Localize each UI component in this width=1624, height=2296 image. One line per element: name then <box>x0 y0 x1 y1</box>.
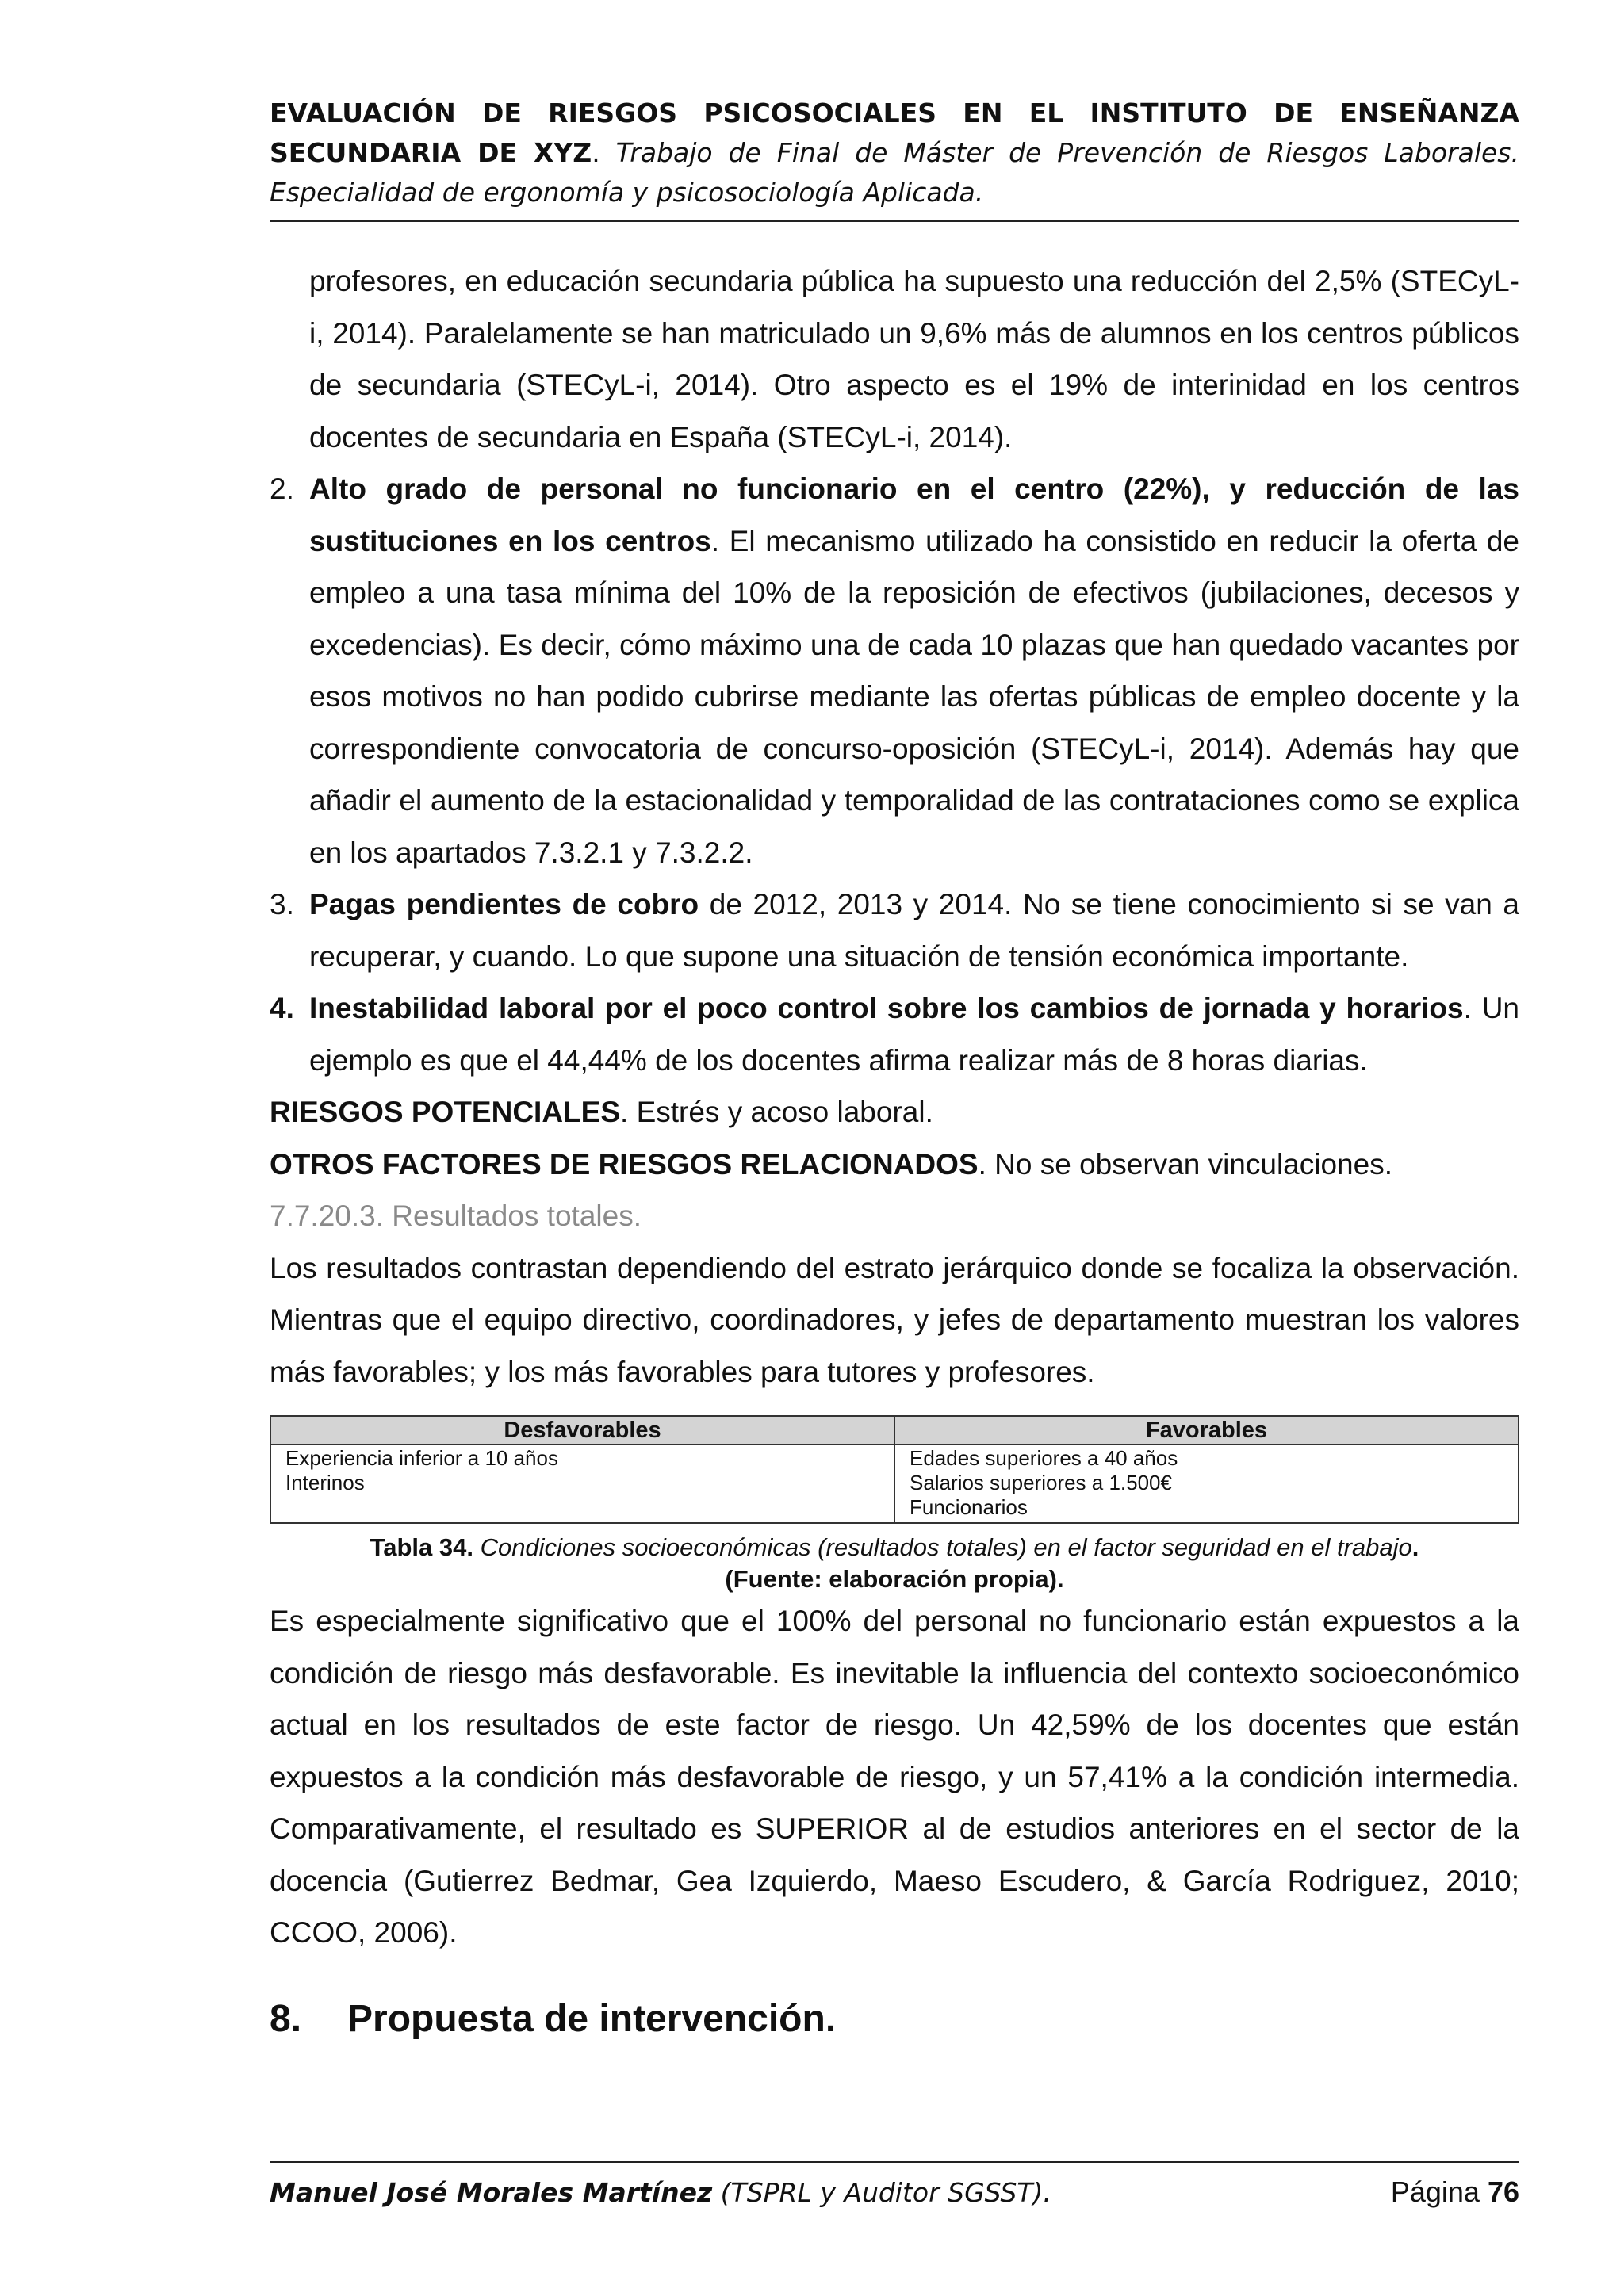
list-item <box>270 982 1519 1086</box>
results-table <box>270 1415 1519 1524</box>
table-cell-line: Experiencia inferior a 10 años <box>285 1446 558 1470</box>
page-footer <box>270 2161 1519 2214</box>
header-title: EVALUACIÓN DE RIESGOS PSICOSOCIALES EN EL INSTITUTO DE ENSEÑANZA SECUNDARIA DE XYZ <box>270 98 1519 168</box>
caption-text: Condiciones socioeconómicas (resultados totales) en el factor seguridad en el trabajo <box>473 1533 1412 1561</box>
list-item-number: 3. <box>270 888 294 920</box>
caption-label: Tabla 34. <box>370 1533 473 1561</box>
list-item-text: de 2012, 2013 y 2014. No se tiene conocimiento si se van a recuperar, y cuando. Lo que supone una situación de tensión económica importante. <box>309 888 1519 973</box>
header-separator: . <box>592 137 616 168</box>
list-item-number: 4. <box>270 992 294 1024</box>
page-number: 76 <box>1487 2175 1519 2208</box>
table-cell-line: Salarios superiores a 1.500€ <box>910 1471 1172 1494</box>
intro-paragraph: profesores, en educación secundaria pública ha supuesto una reducción del 2,5% (STECyL-i, 2014). Paralelamente se han matriculado un 9,6% más de alumnos en los centros públicos de secundaria (STECyL-i, 2014). Otro aspecto es el 19% de interinidad en los centros docentes de secundaria en España (STECyL-i, 2014). <box>309 265 1519 453</box>
table-cell-line: Funcionarios <box>910 1495 1028 1519</box>
riesgos-potenciales <box>270 1086 1519 1138</box>
table-row <box>270 1445 1519 1523</box>
results-table-wrapper <box>270 1415 1519 1524</box>
caption-source: (Fuente: elaboración propia). <box>725 1565 1064 1593</box>
list-item-title: Pagas pendientes de cobro <box>309 888 699 920</box>
list-item-title: Alto grado de personal no funcionario en el centro (22%), y reducción de las sustituciones en los centros <box>309 473 1519 557</box>
caption-end: . <box>1411 1533 1419 1561</box>
list-item-title: Inestabilidad laboral por el poco control sobre los cambios de jornada y horarios <box>309 992 1464 1024</box>
header-subtitle: Trabajo de Final de Máster de Prevención de Riesgos Laborales. Especialidad de ergonomía y psicosociología Aplicada. <box>270 137 1519 208</box>
table-header-favorables: Favorables <box>894 1416 1519 1445</box>
riesgos-label: RIESGOS POTENCIALES <box>270 1096 621 1128</box>
otros-factores <box>270 1138 1519 1191</box>
section-heading: 7.7.20.3. Resultados totales. <box>270 1200 642 1232</box>
list-item-text: . Un ejemplo es que el 44,44% de los docentes afirma realizar más de 8 horas diarias. <box>309 992 1519 1077</box>
otros-text: . No se observan vinculaciones. <box>978 1147 1392 1181</box>
chapter-number: 8. <box>270 1997 302 2040</box>
table-caption <box>270 1532 1519 1595</box>
running-header <box>270 94 1519 222</box>
final-paragraph: Es especialmente significativo que el 100% del personal no funcionario están expuestos a la condición de riesgo más desfavorable. Es inevitable la influencia del contexto socioeconómico actual en los resultados de este factor de riesgo. Un 42,59% de los docentes que están expuestos a la condición más desfavorable de riesgo, y un 57,41% a la condición intermedia. Comparativamente, el resultado es SUPERIOR al de estudios anteriores en el sector de la docencia (Gutierrez Bedmar, Gea Izquierdo, Maeso Escudero, & García Rodriguez, 2010; CCOO, 2006). <box>270 1605 1519 1949</box>
footer-page-label: Página <box>1390 2175 1480 2208</box>
otros-label: OTROS FACTORES DE RIESGOS RELACIONADOS <box>270 1147 979 1181</box>
table-header-desfavorables: Desfavorables <box>270 1416 894 1445</box>
chapter-title: Propuesta de intervención. <box>347 1997 837 2040</box>
chapter-heading <box>270 1996 1519 2043</box>
footer-page <box>1391 2171 1519 2214</box>
table-cell-line: Interinos <box>285 1471 365 1494</box>
results-paragraph: Los resultados contrastan dependiendo del estrato jerárquico donde se focaliza la observación. Mientras que el equipo directivo, coordinadores, y jefes de departamento muestran los valores más favorables; y los más favorables para tutores y profesores. <box>270 1251 1519 1388</box>
footer-author: Manuel José Morales Martínez <box>270 2177 713 2208</box>
riesgos-text: . Estrés y acoso laboral. <box>620 1096 933 1128</box>
list-item-number: 2. <box>270 473 294 505</box>
list-item-text: . El mecanismo utilizado ha consistido en reducir la oferta de empleo a una tasa mínima del 10% de la reposición de efectivos (jubilaciones, decesos y excedencias). Es decir, cómo máximo una de cada 10 plazas que han quedado vacantes por esos motivos no han podido cubrirse mediante las ofertas públicas de empleo docente y la correspondiente convocatoria de concurso-oposición (STECyL-i, 2014). Además hay que añadir el aumento de la estacionalidad y temporalidad de las contrataciones como se explica en los apartados 7.3.2.1 y 7.3.2.2. <box>309 524 1519 869</box>
footer-author-suffix: (TSPRL y Auditor SGSST). <box>712 2177 1051 2208</box>
list-item <box>270 463 1519 878</box>
table-cell-favorables <box>894 1445 1519 1523</box>
page-content <box>270 255 1519 2043</box>
list-item <box>270 878 1519 982</box>
table-cell-line: Edades superiores a 40 años <box>910 1446 1178 1470</box>
table-cell-desfavorables <box>270 1445 894 1523</box>
table-header-row <box>270 1416 1519 1445</box>
footer-author-line <box>270 2177 1051 2208</box>
